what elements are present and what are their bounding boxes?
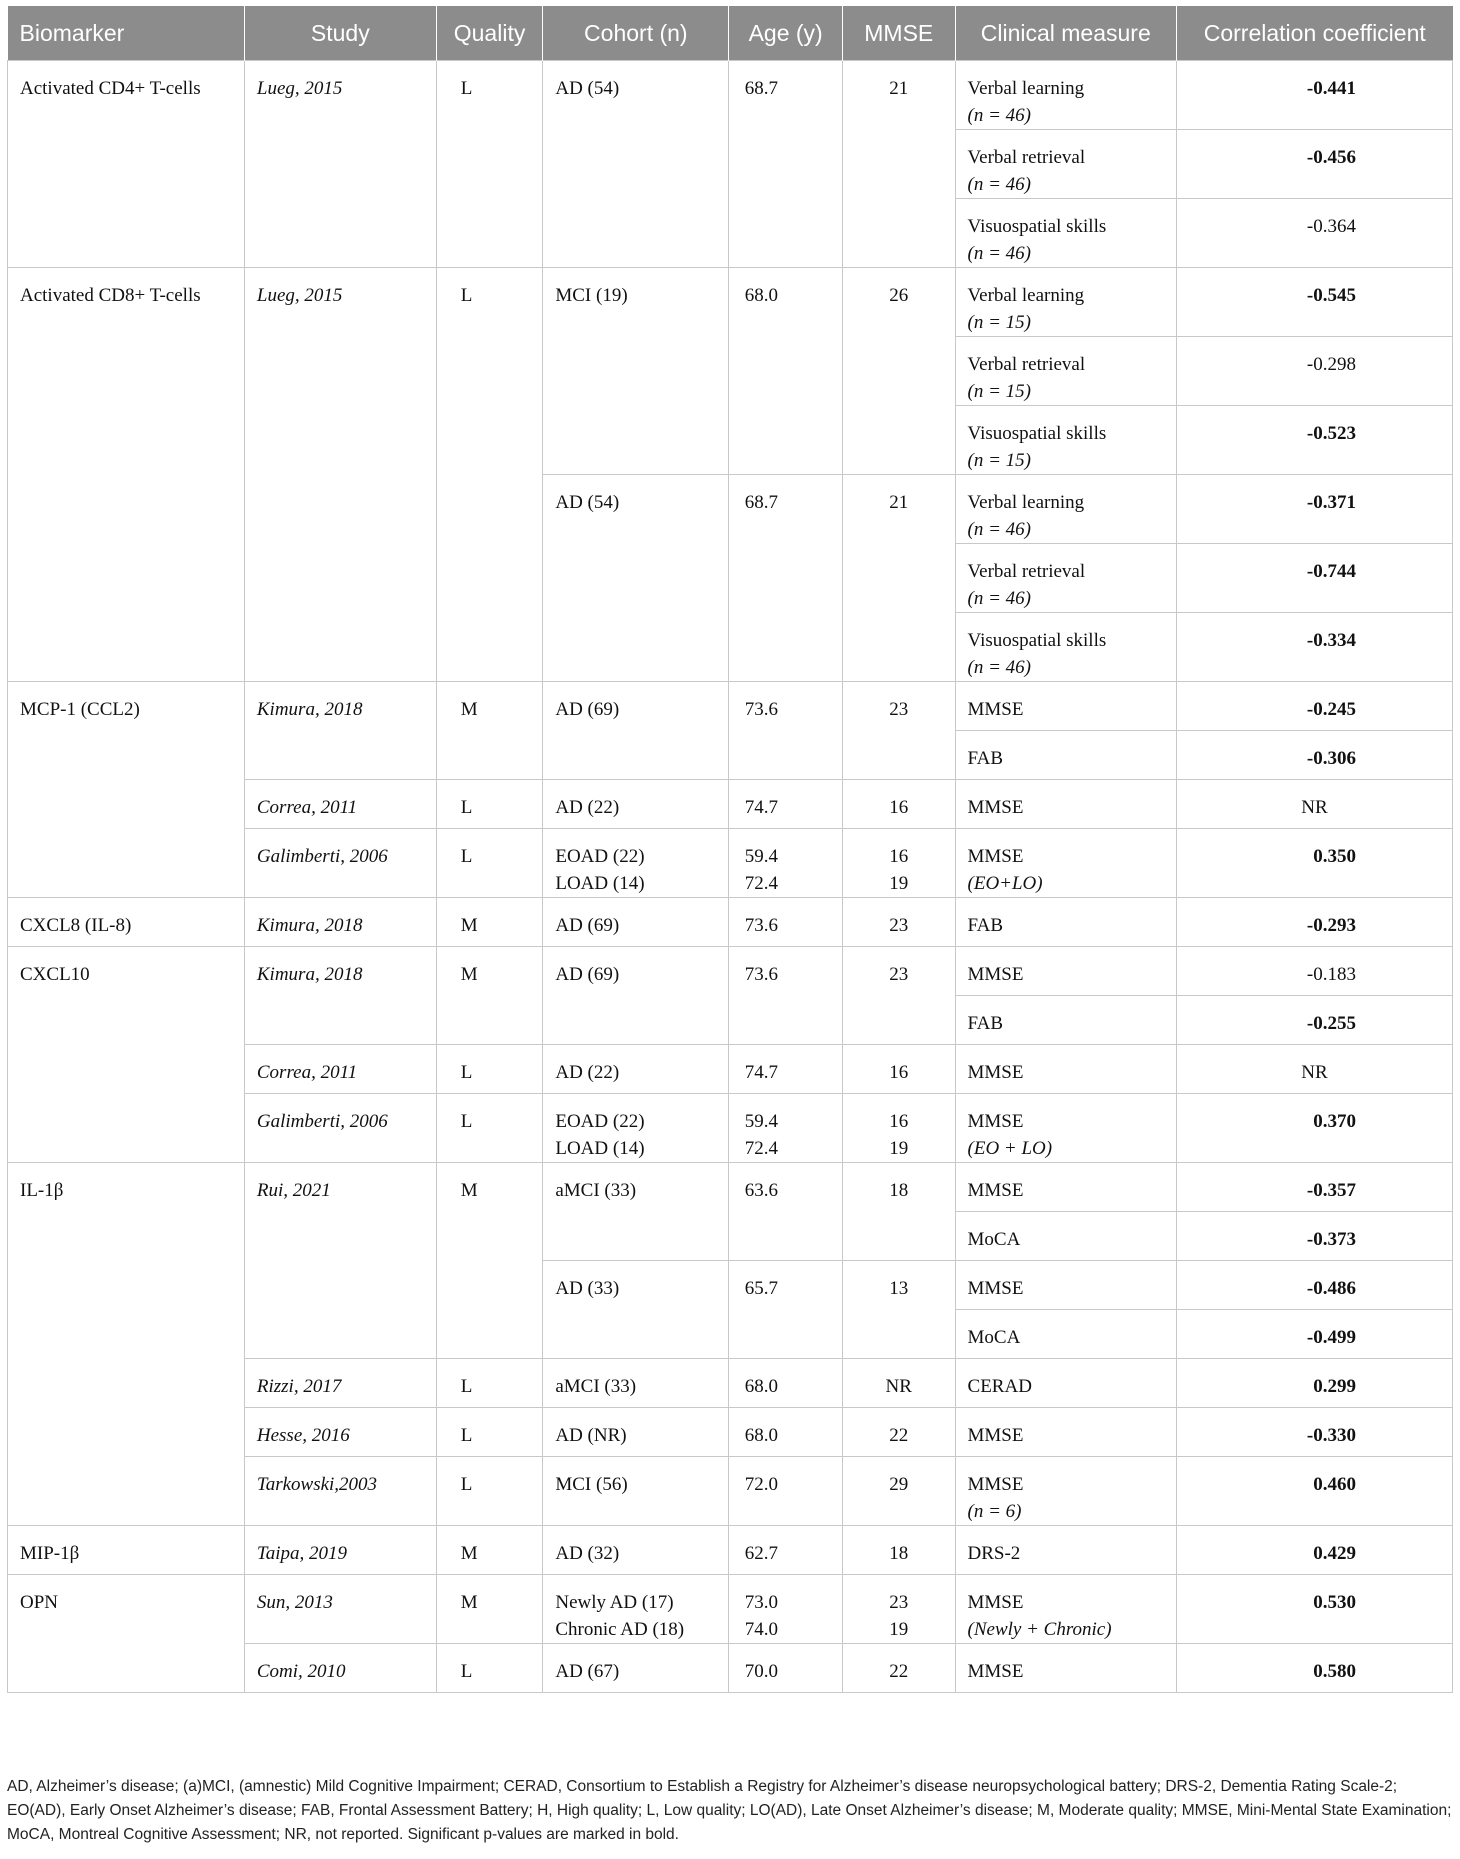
cell-correlation: -0.293 <box>1177 898 1453 947</box>
mmse-line: 19 <box>889 1138 909 1159</box>
cell-measure <box>955 829 1176 898</box>
measure-note: (n = 15) <box>967 312 1031 333</box>
cell-biomarker: OPN <box>8 1575 245 1693</box>
mmse-line: 23 <box>889 1592 909 1613</box>
cell-mmse: 23 <box>843 682 956 780</box>
cell-study: Rizzi, 2017 <box>244 1359 436 1408</box>
cell-correlation: -0.441 <box>1177 61 1453 130</box>
cell-measure: DRS-2 <box>955 1526 1176 1575</box>
cell-study: Kimura, 2018 <box>244 947 436 1045</box>
header-correlation-coefficient: Correlation coefficient <box>1177 6 1453 61</box>
cell-mmse: 22 <box>843 1644 956 1693</box>
cell-age: 72.0 <box>729 1457 843 1526</box>
table-row <box>8 1163 1453 1212</box>
cell-quality: M <box>436 682 543 780</box>
header-quality: Quality <box>436 6 543 61</box>
cell-quality: L <box>436 829 543 898</box>
cell-age <box>729 829 843 898</box>
cell-correlation: -0.334 <box>1177 613 1453 682</box>
cell-mmse: 22 <box>843 1408 956 1457</box>
cell-correlation: -0.330 <box>1177 1408 1453 1457</box>
measure-note: (EO+LO) <box>967 873 1043 894</box>
cell-study: Kimura, 2018 <box>244 682 436 780</box>
cell-mmse: 18 <box>843 1163 956 1261</box>
table-body <box>8 61 1453 1693</box>
cell-mmse <box>843 1575 956 1644</box>
cell-biomarker: CXCL10 <box>8 947 245 1163</box>
age-line: 59.4 <box>744 1111 778 1132</box>
cell-age: 74.7 <box>729 780 843 829</box>
cell-correlation: -0.298 <box>1177 337 1453 406</box>
cell-age: 68.0 <box>729 1408 843 1457</box>
cell-mmse: 26 <box>843 268 956 475</box>
cell-quality: L <box>436 1094 543 1163</box>
cell-cohort: AD (22) <box>543 1045 729 1094</box>
measure-note: (n = 46) <box>967 105 1031 126</box>
measure-note: (Newly + Chronic) <box>967 1619 1112 1640</box>
cell-cohort: AD (69) <box>543 947 729 1045</box>
cell-correlation: -0.183 <box>1177 947 1453 996</box>
cell-quality: L <box>436 1644 543 1693</box>
measure-name: Verbal retrieval <box>967 561 1086 582</box>
cell-measure: MMSE <box>955 1261 1176 1310</box>
cell-study: Taipa, 2019 <box>244 1526 436 1575</box>
cell-measure <box>955 337 1176 406</box>
cohort-line: EOAD (22) <box>555 1111 645 1132</box>
cell-measure <box>955 61 1176 130</box>
cell-age: 68.7 <box>729 61 843 268</box>
cell-measure: MMSE <box>955 1408 1176 1457</box>
cell-measure <box>955 199 1176 268</box>
header-biomarker: Biomarker <box>8 6 245 61</box>
cell-cohort: aMCI (33) <box>543 1163 729 1261</box>
cell-study: Correa, 2011 <box>244 780 436 829</box>
cell-biomarker: IL-1β <box>8 1163 245 1526</box>
cell-correlation: 0.299 <box>1177 1359 1453 1408</box>
cell-quality: M <box>436 1163 543 1359</box>
cell-correlation: NR <box>1177 780 1453 829</box>
cell-correlation: -0.499 <box>1177 1310 1453 1359</box>
cell-measure: MMSE <box>955 947 1176 996</box>
cell-study: Tarkowski,2003 <box>244 1457 436 1526</box>
measure-note: (n = 6) <box>967 1501 1022 1522</box>
cell-cohort: AD (NR) <box>543 1408 729 1457</box>
cell-cohort <box>543 1094 729 1163</box>
age-line: 74.0 <box>744 1619 778 1640</box>
cell-biomarker: CXCL8 (IL-8) <box>8 898 245 947</box>
header-row <box>8 6 1453 61</box>
cell-age: 68.0 <box>729 1359 843 1408</box>
cell-cohort <box>543 1575 729 1644</box>
cell-measure <box>955 544 1176 613</box>
cell-quality: L <box>436 1045 543 1094</box>
cell-age: 73.6 <box>729 682 843 780</box>
cell-correlation: -0.744 <box>1177 544 1453 613</box>
cell-quality: L <box>436 1359 543 1408</box>
cell-correlation: -0.245 <box>1177 682 1453 731</box>
table-footnote: AD, Alzheimer’s disease; (a)MCI, (amnestic) Mild Cognitive Impairment; CERAD, Consortium to Establish a Registry for Alzheimer’s disease neuropsychological battery; DRS-2, Dementia Rating Scale-2; EO(AD), Early Onset Alzheimer’s disease; FAB, Frontal Assessment Battery; H, High quality; L, Low quality; LO(AD), Late Onset Alzheimer’s disease; M, Moderate quality; MMSE, Mini-Mental State Examination; MoCA, Montreal Cognitive Assessment; NR, not reported. Significant p-values are marked in bold. <box>7 1778 1452 1843</box>
cell-age: 68.7 <box>729 475 843 682</box>
cell-cohort: aMCI (33) <box>543 1359 729 1408</box>
cohort-line: LOAD (14) <box>555 1138 645 1159</box>
cell-biomarker: Activated CD4+ T-cells <box>8 61 245 268</box>
cell-measure: FAB <box>955 898 1176 947</box>
cell-study: Lueg, 2015 <box>244 61 436 268</box>
measure-name: Visuospatial skills <box>967 423 1107 444</box>
cell-mmse: 29 <box>843 1457 956 1526</box>
cell-correlation: 0.530 <box>1177 1575 1453 1644</box>
measure-name: MMSE <box>967 846 1024 867</box>
cell-measure: FAB <box>955 731 1176 780</box>
measure-name: Verbal learning <box>967 285 1085 306</box>
cell-mmse: 23 <box>843 898 956 947</box>
cell-mmse: 23 <box>843 947 956 1045</box>
cell-quality: M <box>436 947 543 1045</box>
cell-study: Hesse, 2016 <box>244 1408 436 1457</box>
cell-age: 65.7 <box>729 1261 843 1359</box>
cell-measure <box>955 268 1176 337</box>
mmse-line: 16 <box>889 1111 909 1132</box>
age-line: 72.4 <box>744 873 778 894</box>
measure-name: Verbal retrieval <box>967 354 1086 375</box>
cell-mmse: 18 <box>843 1526 956 1575</box>
cohort-line: EOAD (22) <box>555 846 645 867</box>
cohort-line: LOAD (14) <box>555 873 645 894</box>
measure-name: Verbal learning <box>967 492 1085 513</box>
cell-biomarker: Activated CD8+ T-cells <box>8 268 245 682</box>
cell-measure <box>955 406 1176 475</box>
cell-quality: L <box>436 1457 543 1526</box>
cell-mmse: 13 <box>843 1261 956 1359</box>
cell-correlation: -0.255 <box>1177 996 1453 1045</box>
cell-cohort: AD (69) <box>543 898 729 947</box>
cell-cohort: AD (33) <box>543 1261 729 1359</box>
cell-measure <box>955 613 1176 682</box>
cell-correlation: -0.357 <box>1177 1163 1453 1212</box>
measure-note: (n = 15) <box>967 450 1031 471</box>
cell-biomarker: MCP-1 (CCL2) <box>8 682 245 898</box>
measure-note: (n = 46) <box>967 519 1031 540</box>
measure-note: (n = 46) <box>967 243 1031 264</box>
cell-age <box>729 1575 843 1644</box>
table-row <box>8 682 1453 731</box>
cell-cohort: MCI (19) <box>543 268 729 475</box>
cell-measure <box>955 130 1176 199</box>
cell-correlation: -0.456 <box>1177 130 1453 199</box>
cell-age: 74.7 <box>729 1045 843 1094</box>
cell-cohort: AD (54) <box>543 61 729 268</box>
measure-note: (n = 46) <box>967 657 1031 678</box>
header-cohort: Cohort (n) <box>543 6 729 61</box>
cell-correlation: 0.370 <box>1177 1094 1453 1163</box>
measure-name: Visuospatial skills <box>967 216 1107 237</box>
cell-correlation: 0.460 <box>1177 1457 1453 1526</box>
cell-mmse: 16 <box>843 780 956 829</box>
cell-age: 62.7 <box>729 1526 843 1575</box>
cell-measure <box>955 1094 1176 1163</box>
cell-mmse <box>843 829 956 898</box>
header-study: Study <box>244 6 436 61</box>
cell-study: Rui, 2021 <box>244 1163 436 1359</box>
cohort-line: Chronic AD (18) <box>555 1619 685 1640</box>
cell-quality: M <box>436 1526 543 1575</box>
cohort-line: Newly AD (17) <box>555 1592 674 1613</box>
measure-note: (n = 46) <box>967 588 1031 609</box>
header-mmse: MMSE <box>843 6 956 61</box>
cell-correlation: 0.350 <box>1177 829 1453 898</box>
cell-measure <box>955 475 1176 544</box>
measure-name: MMSE <box>967 1474 1024 1495</box>
cell-measure: FAB <box>955 996 1176 1045</box>
table-row <box>8 898 1453 947</box>
cell-measure <box>955 1457 1176 1526</box>
cell-mmse: 21 <box>843 475 956 682</box>
measure-name: MMSE <box>967 1592 1024 1613</box>
cell-mmse: 16 <box>843 1045 956 1094</box>
table-row <box>8 1575 1453 1644</box>
cell-cohort: MCI (56) <box>543 1457 729 1526</box>
cell-quality: L <box>436 780 543 829</box>
cell-correlation: -0.371 <box>1177 475 1453 544</box>
cell-measure: MMSE <box>955 682 1176 731</box>
age-line: 72.4 <box>744 1138 778 1159</box>
cell-quality: L <box>436 61 543 268</box>
measure-note: (n = 46) <box>967 174 1031 195</box>
cell-study: Lueg, 2015 <box>244 268 436 682</box>
mmse-line: 16 <box>889 846 909 867</box>
cell-study: Correa, 2011 <box>244 1045 436 1094</box>
cell-measure: MMSE <box>955 1045 1176 1094</box>
cell-study: Comi, 2010 <box>244 1644 436 1693</box>
cell-age: 73.6 <box>729 947 843 1045</box>
cell-cohort: AD (67) <box>543 1644 729 1693</box>
cell-biomarker: MIP-1β <box>8 1526 245 1575</box>
cell-age <box>729 1094 843 1163</box>
table-row <box>8 268 1453 337</box>
measure-name: Visuospatial skills <box>967 630 1107 651</box>
cell-quality: L <box>436 1408 543 1457</box>
cell-measure: MMSE <box>955 1163 1176 1212</box>
cell-correlation: 0.580 <box>1177 1644 1453 1693</box>
cell-correlation: -0.306 <box>1177 731 1453 780</box>
cell-correlation: -0.486 <box>1177 1261 1453 1310</box>
header-age: Age (y) <box>729 6 843 61</box>
cell-mmse <box>843 1094 956 1163</box>
correlation-table <box>7 6 1453 1693</box>
cell-cohort: AD (22) <box>543 780 729 829</box>
cell-measure: MoCA <box>955 1310 1176 1359</box>
measure-name: MMSE <box>967 1111 1024 1132</box>
header-clinical-measure: Clinical measure <box>955 6 1176 61</box>
table-row <box>8 61 1453 130</box>
cell-cohort: AD (32) <box>543 1526 729 1575</box>
cell-correlation: -0.523 <box>1177 406 1453 475</box>
mmse-line: 19 <box>889 873 909 894</box>
cell-measure: MMSE <box>955 780 1176 829</box>
cell-study: Galimberti, 2006 <box>244 1094 436 1163</box>
cell-correlation: -0.545 <box>1177 268 1453 337</box>
age-line: 73.0 <box>744 1592 778 1613</box>
cell-age: 73.6 <box>729 898 843 947</box>
cell-correlation: NR <box>1177 1045 1453 1094</box>
mmse-line: 19 <box>889 1619 909 1640</box>
cell-quality: M <box>436 898 543 947</box>
cell-study: Galimberti, 2006 <box>244 829 436 898</box>
cell-study: Sun, 2013 <box>244 1575 436 1644</box>
cell-measure: CERAD <box>955 1359 1176 1408</box>
cell-measure: MMSE <box>955 1644 1176 1693</box>
table-row <box>8 947 1453 996</box>
cell-quality: L <box>436 268 543 682</box>
age-line: 59.4 <box>744 846 778 867</box>
cell-measure <box>955 1575 1176 1644</box>
cell-quality: M <box>436 1575 543 1644</box>
cell-age: 68.0 <box>729 268 843 475</box>
cell-correlation: -0.373 <box>1177 1212 1453 1261</box>
measure-note: (EO + LO) <box>967 1138 1053 1159</box>
cell-correlation: -0.364 <box>1177 199 1453 268</box>
table-row <box>8 1526 1453 1575</box>
cell-cohort: AD (69) <box>543 682 729 780</box>
cell-mmse: 21 <box>843 61 956 268</box>
cell-mmse: NR <box>843 1359 956 1408</box>
cell-age: 70.0 <box>729 1644 843 1693</box>
cell-correlation: 0.429 <box>1177 1526 1453 1575</box>
cell-cohort <box>543 829 729 898</box>
cell-study: Kimura, 2018 <box>244 898 436 947</box>
measure-name: Verbal retrieval <box>967 147 1086 168</box>
cell-age: 63.6 <box>729 1163 843 1261</box>
measure-note: (n = 15) <box>967 381 1031 402</box>
cell-cohort: AD (54) <box>543 475 729 682</box>
measure-name: Verbal learning <box>967 78 1085 99</box>
cell-measure: MoCA <box>955 1212 1176 1261</box>
